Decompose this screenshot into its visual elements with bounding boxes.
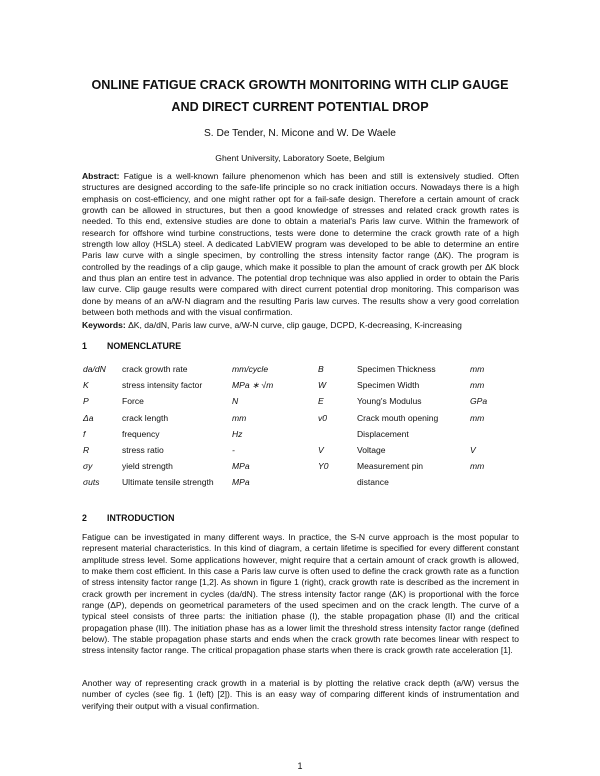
nomenclature-symbol: V bbox=[318, 445, 324, 455]
nomenclature-unit: MPa bbox=[232, 461, 250, 472]
nomenclature-unit: mm bbox=[470, 380, 485, 391]
nomenclature-unit: - bbox=[232, 445, 235, 455]
nomenclature-symbol: P bbox=[83, 396, 89, 407]
keywords-text: ΔK, da/dN, Paris law curve, a/W-N curve, clip gauge, DCPD, K-decreasing, K-increasing bbox=[125, 320, 462, 330]
section-heading-nomenclature: 1 NOMENCLATURE bbox=[82, 341, 182, 351]
abstract-text: Fatigue is a well-known failure phenomenon which has been and still is extensively studied. Often structures are designed according to the safe-life principle so no crack initiation occurs. Nowadays there is a high emphasis on cost-efficiency, and one might rather opt for a fail-safe design. Therefore a certain amount of crack growth can be allowed in structures, but then a good knowledge of stresses and related crack growth rates is needed. To this end, extensive studies are done to obtain a material's Paris law curve. Within the framework of research for offshore wind turbine constructions, tests were done to determine the crack growth rate of a high strength low alloy (HSLA) steel. A dedicated LabVIEW program was developed to be able to determine an entire Paris law curve with a single specimen, by controlling the stress intensity factor range (ΔK). The program is controlled by the readings of a clip gauge, which make it possible to plan the amount of crack growth per ΔK block and thus plan an entire test in advance. The potential drop technique was also applied in order to obtain the Paris law curve. Clip gauge results were compared with direct current potential drop monitoring. This comparison was done by means of an a/W-N diagram and the resulting Paris law curves. The results show a very good correlation between both methods and with the visual confirmation. bbox=[82, 171, 519, 318]
nomenclature-symbol: σy bbox=[83, 461, 93, 472]
nomenclature-desc: yield strength bbox=[122, 461, 173, 472]
nomenclature-symbol: v0 bbox=[318, 412, 328, 423]
nomenclature-desc: Measurement pin bbox=[357, 461, 424, 472]
keywords-label: Keywords: bbox=[82, 320, 126, 330]
abstract-label: Abstract: bbox=[82, 171, 120, 181]
nomenclature-unit: mm bbox=[470, 461, 485, 472]
nomenclature-symbol: K bbox=[83, 380, 89, 391]
nomenclature-desc: Force bbox=[122, 396, 144, 407]
nomenclature-desc: distance bbox=[357, 477, 389, 488]
nomenclature-symbol: σuts bbox=[83, 477, 100, 488]
affiliation: Ghent University, Laboratory Soete, Belgium bbox=[215, 153, 385, 163]
nomenclature-symbol: Δa bbox=[83, 412, 94, 423]
nomenclature-desc: Specimen Width bbox=[357, 380, 420, 391]
authors: S. De Tender, N. Micone and W. De Waele bbox=[204, 128, 396, 139]
nomenclature-symbol: f bbox=[83, 428, 86, 439]
nomenclature-desc: Ultimate tensile strength bbox=[122, 477, 214, 488]
nomenclature-unit: mm bbox=[470, 364, 485, 374]
intro-paragraph-1: Fatigue can be investigated in many different ways. In practice, the S-N curve approach is the most popular to represent material characteristics. In this kind of diagram, a certain lifetime is specified for every different constant amplitude stress level. Some applications however, might require that a certain amount of crack growth is allowed, to make them cost efficient. In this case a Paris law curve is often used to define the crack growth rate as a function of stress intensity factor range [1,2]. As shown in figure 1 (right), crack growth rate is described as the increment in crack growth per increment in cycles (da/dN). The stress intensity factor range (ΔK) is proportional with the force range (ΔP), depends on geometrical parameters of the used specimen and on the crack length. The curve of a typical steel consists of three parts: the initiation phase (I), the stable propagation phase (II) and the critical propagation phase (III). The initiation phase has as a lower limit the threshold stress intensity factor range (defined below). The stable propagation phase starts and ends when the crack growth rate becomes linear with respect to stress intensity factor range. The critical propagation phase starts when there is crack growth rate acceleration [1]. bbox=[82, 532, 519, 656]
nomenclature-unit: GPa bbox=[470, 396, 488, 407]
nomenclature-symbol: B bbox=[318, 364, 324, 374]
nomenclature-desc: crack length bbox=[122, 412, 169, 423]
nomenclature-unit: V bbox=[470, 445, 476, 455]
nomenclature-symbol: Y0 bbox=[318, 461, 329, 472]
nomenclature-desc: frequency bbox=[122, 428, 160, 439]
abstract bbox=[82, 171, 519, 318]
nomenclature-desc: Voltage bbox=[357, 445, 386, 455]
nomenclature-desc: Young's Modulus bbox=[357, 396, 422, 407]
intro-paragraph-2: Another way of representing crack growth in a material is by plotting the relative crack depth (a/W) versus the number of cycles (see fig. 1 (left) [2]). This is an easy way of comparing different kinds of instrumentation and verifying their output with a visual confirmation. bbox=[82, 678, 519, 711]
nomenclature-desc: stress intensity factor bbox=[122, 380, 203, 391]
nomenclature-unit: MPa ∗ √m bbox=[232, 380, 274, 391]
nomenclature-unit: N bbox=[232, 396, 239, 407]
nomenclature-desc: Crack mouth opening bbox=[357, 412, 439, 423]
nomenclature-unit: Hz bbox=[232, 428, 243, 439]
section-heading-introduction: 2 INTRODUCTION bbox=[82, 513, 175, 523]
nomenclature-symbol: W bbox=[318, 380, 327, 391]
nomenclature-desc: Displacement bbox=[357, 428, 409, 439]
nomenclature-desc: crack growth rate bbox=[122, 364, 188, 374]
keywords bbox=[82, 320, 519, 331]
nomenclature-symbol: R bbox=[83, 445, 90, 455]
nomenclature-unit: MPa bbox=[232, 477, 250, 488]
title-line-1: ONLINE FATIGUE CRACK GROWTH MONITORING WITH CLIP GAUGE bbox=[91, 78, 509, 92]
title-line-2: AND DIRECT CURRENT POTENTIAL DROP bbox=[171, 100, 429, 114]
nomenclature-desc: Specimen Thickness bbox=[357, 364, 436, 374]
nomenclature-desc: stress ratio bbox=[122, 445, 164, 455]
page-number: 1 bbox=[297, 761, 303, 771]
nomenclature-symbol: E bbox=[318, 396, 324, 407]
nomenclature-unit: mm bbox=[232, 412, 247, 423]
nomenclature-unit: mm/cycle bbox=[232, 364, 269, 374]
nomenclature-symbol: da/dN bbox=[83, 364, 106, 374]
nomenclature-unit: mm bbox=[470, 412, 485, 423]
